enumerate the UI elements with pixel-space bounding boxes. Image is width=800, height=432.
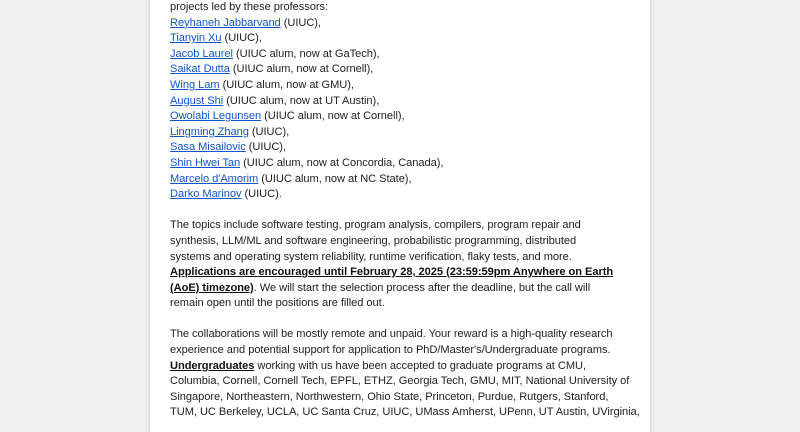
paragraph-gap xyxy=(170,203,632,219)
professor-item xyxy=(170,187,632,203)
professor-affiliation: (UIUC alum, now at GMU), xyxy=(219,78,354,91)
professor-link[interactable]: Marcelo d'Amorim xyxy=(170,172,259,185)
document-page xyxy=(150,0,650,432)
topics-line: The topics include software testing, program analysis, compilers, program repair and xyxy=(170,219,581,232)
professor-list xyxy=(170,16,632,203)
professor-affiliation: (UIUC), xyxy=(245,141,286,154)
professor-item xyxy=(170,31,632,47)
deadline-emphasis: Applications are encouraged until February 28, 2025 (23:59:59pm Anywhere on Earth xyxy=(170,266,614,279)
topics-line: remain open until the positions are filled out. xyxy=(170,297,385,310)
professor-item xyxy=(170,172,632,188)
professor-link[interactable]: Sasa Misailovic xyxy=(170,141,246,154)
topics-paragraph xyxy=(170,218,632,312)
selection-process-text: . We will start the selection process after the deadline, but the call will xyxy=(253,281,591,294)
collab-line: TUM, UC Berkeley, UCLA, UC Santa Cruz, UIUC, UMass Amherst, UPenn, UT Austin, UVirginia, xyxy=(170,406,640,419)
topics-line: synthesis, LLM/ML and software engineering, probabilistic programming, distributed xyxy=(170,234,577,247)
professor-item xyxy=(170,94,632,110)
professor-link[interactable]: Jacob Laurel xyxy=(170,47,233,60)
professor-affiliation: (UIUC alum, now at NC State), xyxy=(258,172,412,185)
deadline-line xyxy=(170,281,632,297)
topics-line: systems and operating system reliability, runtime verification, flaky tests, and more. xyxy=(170,250,572,263)
professor-item xyxy=(170,62,632,78)
professor-item xyxy=(170,140,632,156)
professor-item xyxy=(170,47,632,63)
collab-line: experience and potential support for application to PhD/Master's/Undergraduate programs. xyxy=(170,344,611,357)
collab-line: Singapore, Northeastern, Northwestern, Ohio State, Princeton, Purdue, Rutgers, Stanford, xyxy=(170,390,609,403)
collaboration-paragraph xyxy=(170,327,640,421)
professor-item xyxy=(170,109,632,125)
professor-link[interactable]: Tianyin Xu xyxy=(170,32,222,45)
undergrad-text: working with us have been accepted to graduate programs at CMU, xyxy=(254,359,587,372)
professor-affiliation: (UIUC). xyxy=(241,188,282,201)
professor-affiliation: (UIUC alum, now at Cornell), xyxy=(261,110,405,123)
professor-link[interactable]: Darko Marinov xyxy=(170,188,242,201)
professor-affiliation: (UIUC), xyxy=(248,125,290,138)
professor-affiliation: (UIUC alum, now at GaTech), xyxy=(232,47,380,60)
professor-item xyxy=(170,156,632,172)
professor-item xyxy=(170,125,632,141)
professor-link[interactable]: Shin Hwei Tan xyxy=(170,156,241,169)
undergraduates-label: Undergraduates xyxy=(170,359,255,372)
professor-link[interactable]: August Shi xyxy=(170,94,224,107)
deadline-line xyxy=(170,265,632,281)
professor-link[interactable]: Owolabi Legunsen xyxy=(170,110,262,123)
document-body xyxy=(170,0,640,421)
professor-affiliation: (UIUC alum, now at Concordia, Canada), xyxy=(240,156,444,169)
professor-link[interactable]: Wing Lam xyxy=(170,78,220,91)
professor-link[interactable]: Saikat Dutta xyxy=(170,63,230,76)
collab-line: The collaborations will be mostly remote and unpaid. Your reward is a high-quality research xyxy=(170,328,613,341)
professor-affiliation: (UIUC alum, now at Cornell), xyxy=(229,63,374,76)
intro-text: projects led by these professors: xyxy=(170,1,329,13)
collab-line xyxy=(170,359,632,375)
professor-affiliation: (UIUC), xyxy=(221,32,262,45)
professor-affiliation: (UIUC alum, now at UT Austin), xyxy=(223,94,380,107)
professor-item xyxy=(170,16,632,32)
collab-line: Columbia, Cornell, Cornell Tech, EPFL, ETHZ, Georgia Tech, GMU, MIT, National University of xyxy=(170,375,630,388)
professor-affiliation: (UIUC), xyxy=(280,16,321,29)
deadline-timezone: (AoE) timezone) xyxy=(170,281,254,294)
professor-item xyxy=(170,78,632,94)
professor-link[interactable]: Reyhaneh Jabbarvand xyxy=(170,16,281,29)
professor-link[interactable]: Lingming Zhang xyxy=(170,125,249,138)
paragraph-gap xyxy=(170,312,632,328)
